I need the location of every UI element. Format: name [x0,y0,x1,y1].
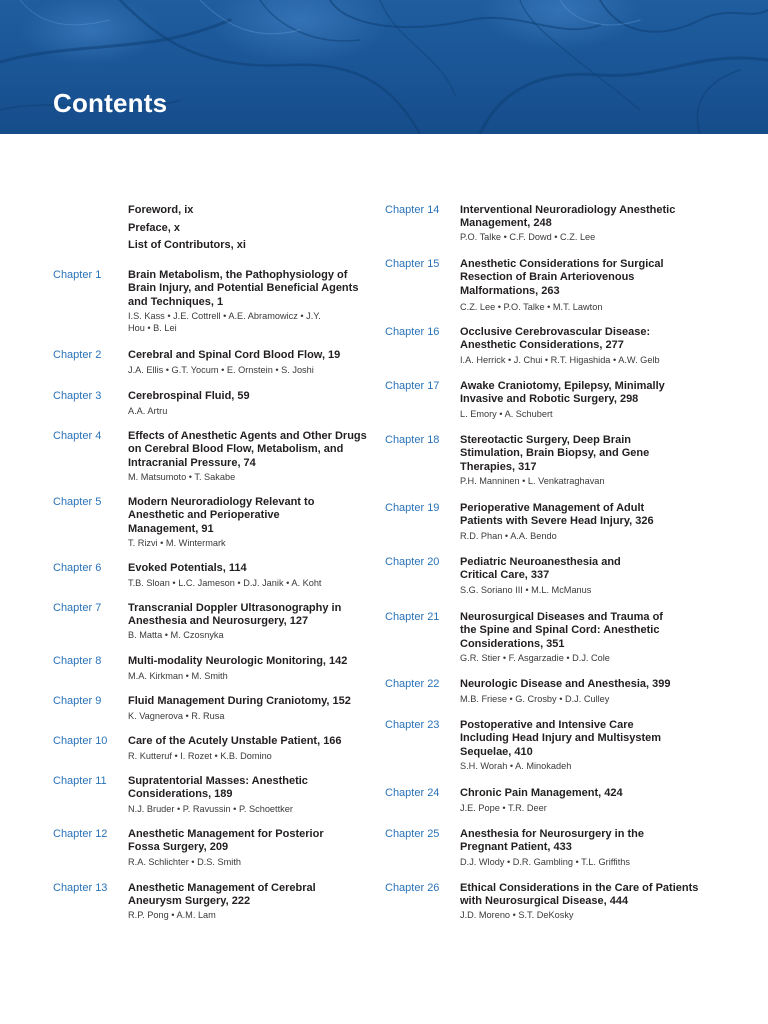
chapter-title: Supratentorial Masses: Anesthetic Considerations, 189 [128,775,308,801]
chapter-authors: M.B. Friese • G. Crosby • D.J. Culley [460,693,610,704]
front-matter-item: Preface, x [128,221,180,234]
chapter-authors: A.A. Artru [128,405,168,416]
front-matter-item: List of Contributors, xi [128,239,246,251]
chapter-authors: R.A. Schlichter • D.S. Smith [128,857,241,868]
chapter-title: Anesthesia for Neurosurgery in the Pregnant Patient, 433 [460,828,644,854]
chapter-label: Chapter 18 [385,434,440,446]
chapter-label: Chapter 2 [53,349,102,361]
chapter-title: Effects of Anesthetic Agents and Other Drugs on Cerebral Blood Flow, Metabolism, and Intracranial Pressure, 74 [128,430,367,469]
chapter-label: Chapter 9 [53,695,102,707]
chapter-title: Ethical Considerations in the Care of Patients with Neurosurgical Disease, 444 [460,882,699,908]
chapter-authors: S.H. Worah • A. Minokadeh [460,761,572,772]
chapter-authors: L. Emory • A. Schubert [460,409,553,420]
chapter-label: Chapter 16 [385,326,440,338]
chapter-title: Anesthetic Management of Cerebral Aneurysm Surgery, 222 [128,882,316,908]
chapter-authors: S.G. Soriano III • M.L. McManus [460,585,592,596]
chapter-authors: B. Matta • M. Czosnyka [128,629,224,640]
chapter-authors: M. Matsumoto • T. Sakabe [128,472,236,483]
chapter-title: Stereotactic Surgery, Deep Brain Stimulation, Brain Biopsy, and Gene Therapies, 317 [460,434,650,473]
chapter-authors: J.A. Ellis • G.T. Yocum • E. Ornstein • S. Joshi [128,364,314,375]
chapter-title: Postoperative and Intensive Care Including Head Injury and Multisystem Sequelae, 410 [460,719,662,758]
chapter-authors: T. Rizvi • M. Wintermark [128,538,226,549]
chapter-authors: J.E. Pope • T.R. Deer [460,802,547,813]
chapter-title: Modern Neuroradiology Relevant to Anesthetic and Perioperative Management, 91 [128,496,315,535]
chapter-label: Chapter 12 [53,828,108,840]
chapter-authors: P.H. Manninen • L. Venkatraghavan [460,476,605,487]
chapter-authors: K. Vagnerova • R. Rusa [128,710,225,721]
chapter-label: Chapter 22 [385,678,440,690]
chapter-title: Evoked Potentials, 114 [128,562,247,574]
chapter-label: Chapter 21 [385,611,440,623]
chapter-authors: I.S. Kass • J.E. Cottrell • A.E. Abramowicz • J.Y. Hou • B. Lei [128,311,321,333]
chapter-title: Cerebrospinal Fluid, 59 [128,390,250,402]
chapter-title: Awake Craniotomy, Epilepsy, Minimally Invasive and Robotic Surgery, 298 [460,380,665,406]
chapter-label: Chapter 13 [53,882,108,894]
chapter-authors: D.J. Wlody • D.R. Gambling • T.L. Griffiths [460,857,630,868]
chapter-label: Chapter 17 [385,380,440,392]
chapter-title: Perioperative Management of Adult Patients with Severe Head Injury, 326 [460,502,654,528]
chapter-label: Chapter 11 [53,775,107,787]
chapter-title: Anesthetic Management for Posterior Fossa Surgery, 209 [128,828,324,854]
chapter-title: Occlusive Cerebrovascular Disease: Anesthetic Considerations, 277 [460,326,651,352]
chapter-authors: G.R. Stier • F. Asgarzadie • D.J. Cole [460,653,610,664]
chapter-label: Chapter 1 [53,269,102,281]
chapter-authors: T.B. Sloan • L.C. Jameson • D.J. Janik • A. Koht [128,577,322,588]
chapter-authors: J.D. Moreno • S.T. DeKosky [460,909,574,920]
chapter-title: Anesthetic Considerations for Surgical Resection of Brain Arteriovenous Malformations, 263 [460,258,664,297]
chapter-label: Chapter 10 [53,735,108,747]
chapter-label: Chapter 20 [385,556,440,568]
chapter-label: Chapter 23 [385,719,440,731]
chapter-title: Neurosurgical Diseases and Trauma of the Spine and Spinal Cord: Anesthetic Considerations, 351 [460,611,663,650]
front-matter-item: Foreword, ix [128,204,194,216]
chapter-title: Fluid Management During Craniotomy, 152 [128,695,351,707]
chapter-label: Chapter 15 [385,258,440,270]
chapter-label: Chapter 14 [385,204,440,216]
chapter-authors: N.J. Bruder • P. Ravussin • P. Schoettker [128,804,293,815]
chapter-authors: M.A. Kirkman • M. Smith [128,670,228,681]
chapter-title: Brain Metabolism, the Pathophysiology of Brain Injury, and Potential Beneficial Agents and Techniques, 1 [128,269,359,308]
chapter-title: Care of the Acutely Unstable Patient, 166 [128,735,342,747]
page-title: Contents [53,88,168,118]
chapter-title: Interventional Neuroradiology Anesthetic Management, 248 [460,204,676,230]
chapter-title: Transcranial Doppler Ultrasonography in Anesthesia and Neurosurgery, 127 [128,602,342,628]
header-banner [0,0,768,134]
chapter-label: Chapter 24 [385,787,440,799]
chapter-label: Chapter 19 [385,502,440,514]
chapter-label: Chapter 4 [53,430,102,442]
chapter-label: Chapter 26 [385,882,440,894]
chapter-title: Pediatric Neuroanesthesia and Critical Care, 337 [460,556,621,582]
chapter-label: Chapter 5 [53,496,102,508]
chapter-label: Chapter 7 [53,602,102,614]
chapter-label: Chapter 8 [53,655,102,667]
chapter-authors: P.O. Talke • C.F. Dowd • C.Z. Lee [460,231,596,242]
chapter-label: Chapter 25 [385,828,440,840]
chapter-title: Chronic Pain Management, 424 [460,787,623,799]
chapter-authors: I.A. Herrick • J. Chui • R.T. Higashida • A.W. Gelb [460,355,660,366]
chapter-authors: R. Kutteruf • I. Rozet • K.B. Domino [128,750,272,761]
chapter-authors: R.P. Pong • A.M. Lam [128,909,216,920]
chapter-title: Neurologic Disease and Anesthesia, 399 [460,678,671,690]
chapter-authors: R.D. Phan • A.A. Bendo [460,531,557,542]
chapter-title: Multi-modality Neurologic Monitoring, 142 [128,655,348,667]
chapter-label: Chapter 3 [53,390,102,402]
chapter-authors: C.Z. Lee • P.O. Talke • M.T. Lawton [460,301,603,312]
front-matter-list [128,202,246,255]
chapter-title: Cerebral and Spinal Cord Blood Flow, 19 [128,349,341,361]
chapter-label: Chapter 6 [53,562,102,574]
